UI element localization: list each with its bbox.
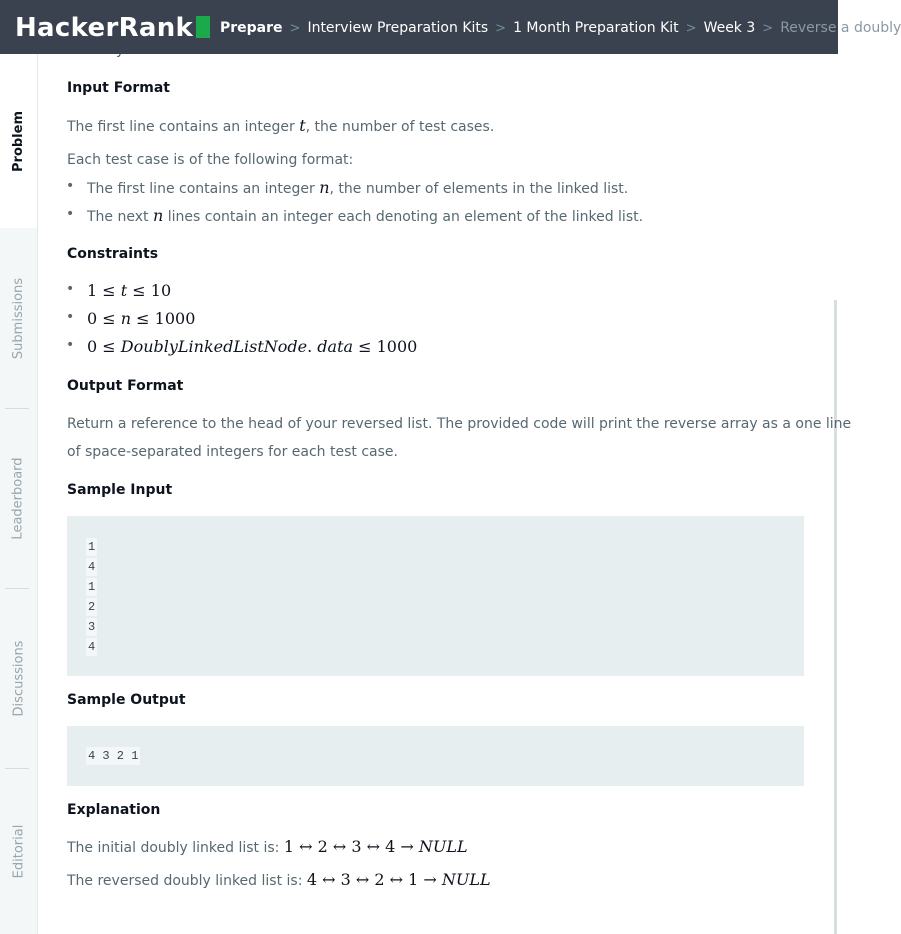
bullet-icon: •	[66, 206, 75, 222]
sample-input-heading: Sample Input	[67, 482, 173, 498]
sample-output-text: 4 3 2 1	[88, 749, 139, 763]
breadcrumb-interview-preparation-kits[interactable]: Interview Preparation Kits	[307, 20, 489, 36]
input-format-line2: Each test case is of the following format:	[67, 152, 354, 168]
sample-output-block	[67, 726, 804, 786]
page-scrollbar[interactable]	[834, 300, 837, 934]
output-format-line2: of space-separated integers for each test case.	[67, 444, 398, 460]
chevron-right-icon: >	[762, 21, 774, 36]
sample-input-line: 2	[88, 600, 96, 614]
chevron-right-icon: >	[685, 21, 697, 36]
tab-discussions[interactable]: Discussions	[11, 640, 26, 716]
bullet-icon: •	[66, 281, 75, 297]
tab-submissions[interactable]: Submissions	[11, 277, 26, 359]
breadcrumb-current-challenge: Reverse a doubly	[780, 20, 901, 36]
challenge-sidebar	[0, 54, 38, 934]
tab-problem[interactable]: Problem	[0, 54, 37, 228]
output-format-heading: Output Format	[67, 378, 184, 394]
explanation-heading: Explanation	[67, 802, 161, 818]
chevron-right-icon: >	[289, 21, 301, 36]
input-format-bullet1: • The first line contains an integer n, the number of elements in the linked list.	[66, 178, 629, 197]
sample-input-line: 3	[88, 620, 96, 634]
tab-editorial[interactable]: Editorial	[11, 824, 27, 878]
sample-input-line: 1	[88, 540, 96, 554]
input-format-heading: Input Format	[67, 80, 170, 96]
sample-output-heading: Sample Output	[67, 692, 186, 708]
logo-green-block	[196, 16, 210, 38]
top-navigation-bar	[0, 0, 901, 54]
constraints-heading: Constraints	[67, 246, 159, 262]
output-format-line1: Return a reference to the head of your reversed list. The provided code will print the reverse array as a one line	[67, 416, 852, 432]
explanation-line2: The reversed doubly linked list is: 4 ↔ 3 ↔ 2 ↔ 1 → NULL	[67, 870, 491, 889]
bullet-icon: •	[66, 178, 75, 194]
constraint-t: • 1 ≤ t ≤ 10	[66, 281, 172, 300]
sample-input-line: 4	[88, 560, 96, 574]
breadcrumb-1-month-preparation-kit[interactable]: 1 Month Preparation Kit	[513, 20, 679, 36]
hackerrank-logo[interactable]: HackerRank	[15, 12, 210, 44]
bullet-icon: •	[66, 309, 75, 325]
explanation-line1: The initial doubly linked list is: 1 ↔ 2 ↔ 3 ↔ 4 → NULL	[67, 837, 468, 856]
breadcrumb-prepare[interactable]: Prepare	[220, 20, 283, 36]
breadcrumb	[220, 18, 901, 39]
tab-leaderboard[interactable]: Leaderboard	[11, 456, 26, 540]
sample-input-line: 4	[88, 640, 96, 654]
bullet-icon: •	[66, 337, 75, 353]
breadcrumb-week-3[interactable]: Week 3	[703, 20, 756, 36]
input-format-line1: The first line contains an integer t, the number of test cases.	[67, 116, 495, 135]
chevron-right-icon: >	[495, 21, 507, 36]
constraint-n: • 0 ≤ n ≤ 1000	[66, 309, 196, 328]
sample-input-line: 1	[88, 580, 96, 594]
constraint-data: • 0 ≤ DoublyLinkedListNode. data ≤ 1000	[66, 337, 418, 356]
input-format-bullet2: • The next n lines contain an integer each denoting an element of the linked list.	[66, 206, 644, 225]
sample-input-block	[67, 516, 804, 676]
